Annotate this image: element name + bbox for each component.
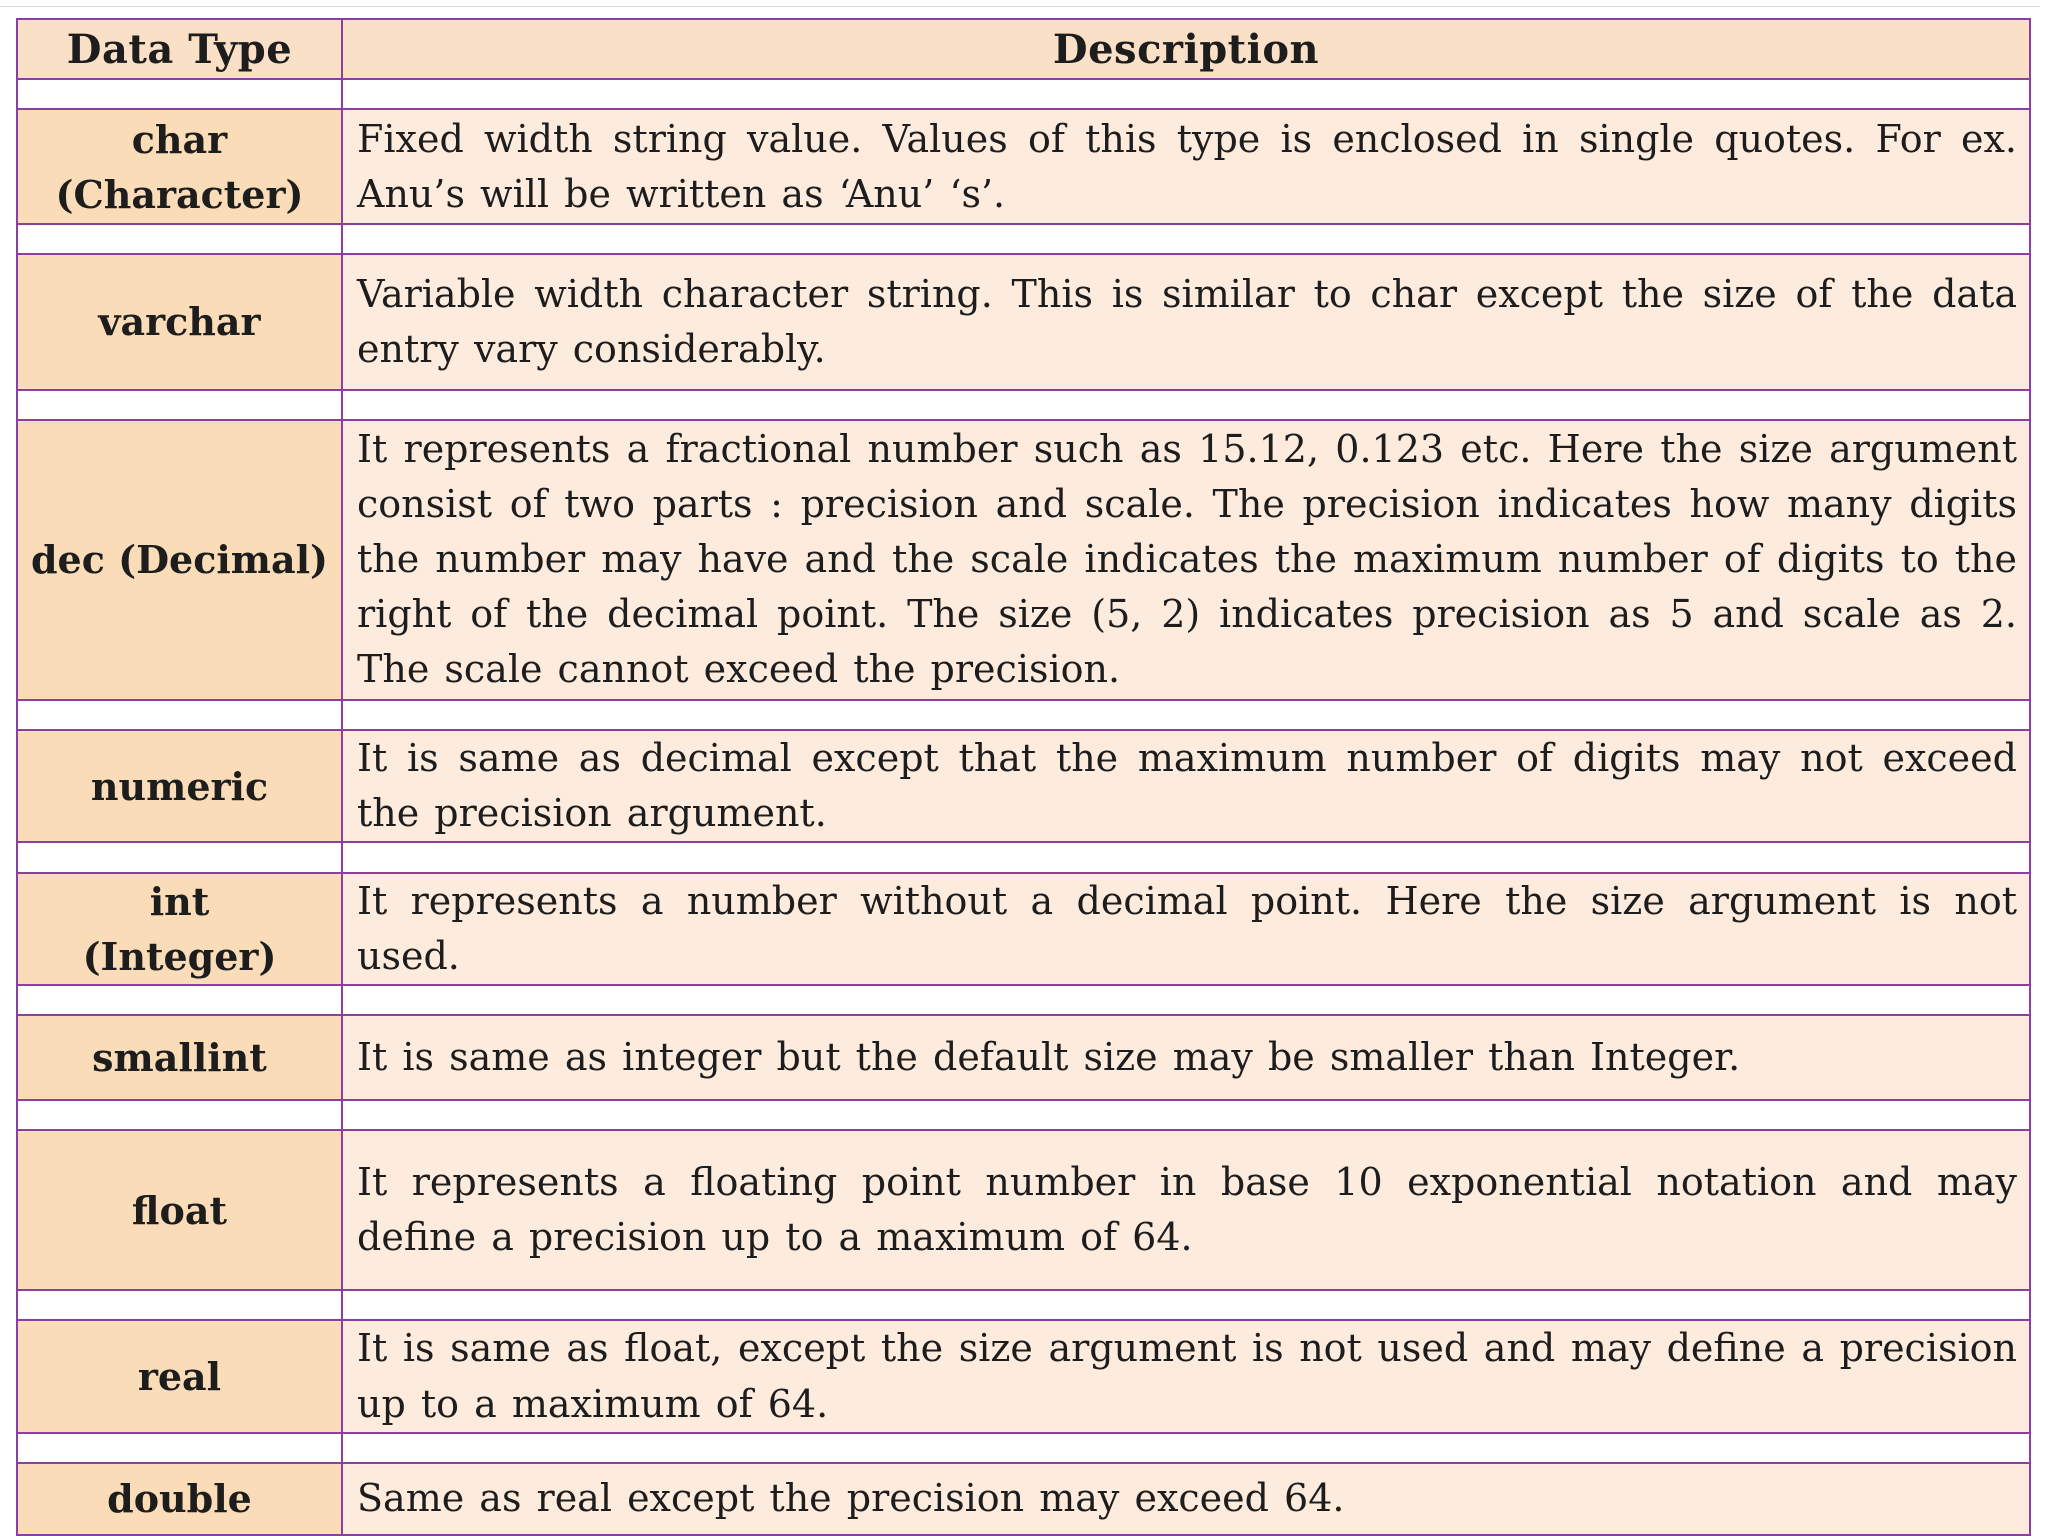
- spacer-row: [17, 985, 2030, 1015]
- top-divider: [0, 6, 2040, 7]
- description-cell: Variable width character string. This is similar to char except the size of the data entry vary considerably.: [342, 254, 2030, 389]
- table-header-row: [17, 19, 2030, 79]
- description-cell: It represents a floating point number in base 10 exponential notation and may define a precision up to a maximum of 64.: [342, 1130, 2030, 1290]
- header-data-type: Data Type: [17, 19, 342, 79]
- table-row-real: [17, 1320, 2030, 1432]
- type-alias: (Integer): [82, 933, 277, 979]
- type-name: smallint: [92, 1034, 267, 1080]
- spacer-row: [17, 224, 2030, 254]
- type-cell: [17, 873, 342, 985]
- type-cell: [17, 420, 342, 700]
- type-name: numeric: [90, 763, 269, 809]
- header-description: Description: [342, 19, 2030, 79]
- type-name: char: [131, 116, 228, 162]
- table-row-double: [17, 1463, 2030, 1535]
- spacer-row: [17, 1290, 2030, 1320]
- spacer-row: [17, 842, 2030, 872]
- data-types-table: [16, 18, 2031, 1536]
- type-cell: [17, 1463, 342, 1535]
- table-row-decimal: [17, 420, 2030, 700]
- table-row-char: [17, 109, 2030, 224]
- table-row-numeric: [17, 730, 2030, 842]
- spacer-row: [17, 79, 2030, 109]
- description-cell: It is same as decimal except that the maximum number of digits may not exceed the precision argument.: [342, 730, 2030, 842]
- table-row-varchar: [17, 254, 2030, 389]
- spacer-row: [17, 1100, 2030, 1130]
- table-row-smallint: [17, 1015, 2030, 1100]
- table-row-float: [17, 1130, 2030, 1290]
- type-alias: (Character): [55, 171, 304, 217]
- description-cell: It represents a fractional number such as 15.12, 0.123 etc. Here the size argument consist of two parts : precision and scale. The precision indicates how many digits the number may have and the scale indicates the maximum number of digits to the right of the decimal point. The size (5, 2) indicates precision as 5 and scale as 2. The scale cannot exceed the precision.: [342, 420, 2030, 700]
- spacer-row: [17, 1433, 2030, 1463]
- table-row-int: [17, 873, 2030, 985]
- spacer-row: [17, 390, 2030, 420]
- type-cell: [17, 254, 342, 389]
- description-cell: Same as real except the precision may exceed 64.: [342, 1463, 2030, 1535]
- description-cell: It is same as float, except the size argument is not used and may define a precision up to a maximum of 64.: [342, 1320, 2030, 1432]
- type-name: varchar: [98, 299, 261, 345]
- spacer-row: [17, 700, 2030, 730]
- type-name: float: [131, 1187, 228, 1233]
- type-cell: [17, 1130, 342, 1290]
- type-name: real: [137, 1354, 222, 1399]
- description-cell: It is same as integer but the default size may be smaller than Integer.: [342, 1015, 2030, 1100]
- type-cell: [17, 730, 342, 842]
- type-cell: [17, 1320, 342, 1432]
- description-cell: It represents a number without a decimal point. Here the size argument is not used.: [342, 873, 2030, 985]
- type-cell: [17, 109, 342, 224]
- type-cell: [17, 1015, 342, 1100]
- type-name: double: [107, 1476, 252, 1522]
- description-cell: Fixed width string value. Values of this type is enclosed in single quotes. For ex. Anu’s will be written as ‘Anu’ ‘s’.: [342, 109, 2030, 224]
- type-name: int: [149, 878, 210, 924]
- type-name: dec (Decimal): [30, 537, 329, 583]
